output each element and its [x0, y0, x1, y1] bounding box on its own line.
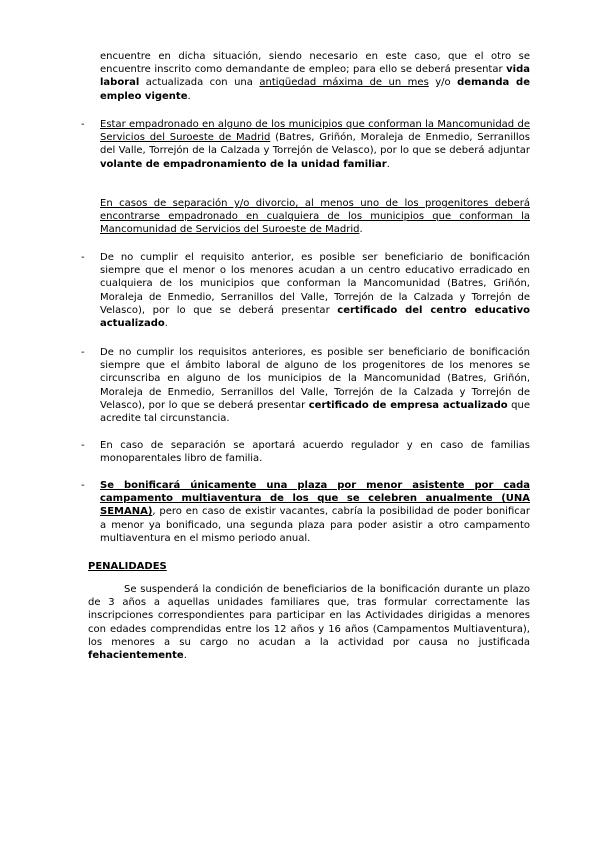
list-item [100, 346, 530, 425]
bold-text: fehacientemente [88, 650, 184, 662]
text-run: , pero en caso de existir vacantes, cabría la posibilidad de poder bonificar a menor ya bonificado, una segunda plaza para poder asistir a otro campamento multiaventura en el mismo periodo anual. [100, 506, 530, 544]
underlined-text: antigüedad máxima de un mes [259, 77, 429, 89]
bold-text: Se bonificará únicamente una plaza por menor asistente por cada campamento multiaventura de los que se celebren anualmente (UNA SEMANA) [100, 480, 530, 518]
text-run: En caso de separación se aportará acuerdo regulador y en caso de familias monoparentales libro de familia. [100, 440, 530, 465]
list-item [100, 118, 530, 171]
underlined-text: En casos de separación y/o divorcio, al menos uno de los progenitores deberá encontrarse empadronado en cualquiera de los municipios que conforman la Mancomunidad de Servicios del Suroeste de Madrid [100, 198, 530, 236]
list-item [100, 439, 530, 465]
list-item [100, 251, 530, 330]
list-bullet: - [81, 119, 85, 130]
bold-text: demanda de empleo vigente [100, 77, 530, 102]
list-bullet: - [81, 440, 85, 451]
text-run: . [187, 90, 191, 102]
text-run: . [183, 650, 187, 662]
list-bullet: - [81, 347, 85, 358]
text-run: encuentre en dicha situación, siendo necesario en este caso, que el otro se encuentre inscrito como demandante de empleo; para ello se deberá presentar [100, 51, 530, 76]
text-run: . [386, 158, 390, 170]
list-item [100, 479, 530, 545]
text-run: De no cumplir el requisito anterior, es posible ser beneficiario de bonificación siempre que el menor o los menores acudan a un centro educativo erradicado en cualquiera de los municipios que conforman la Mancomunidad (Batres, Griñón, Moraleja de Enmedio, Serranillos del Valle, Torrejón de la Calzada y Torrejón de Velasco), por lo que se deberá presentar [100, 252, 530, 316]
bold-text: certificado de empresa actualizado [308, 399, 508, 411]
underlined-text: Estar empadronado en alguno de los municipios que conforman la Mancomunidad de Servicios del Suroeste de Madrid [100, 119, 530, 144]
bold-text: volante de empadronamiento de la unidad familiar [100, 158, 387, 170]
text-run: actualizada con una [139, 77, 260, 89]
paragraph [100, 197, 530, 237]
text-run: y/o [428, 77, 458, 89]
text-run: . [164, 318, 168, 330]
paragraph [100, 50, 530, 103]
bold-text: certificado del centro educativo actualizado [100, 304, 530, 330]
bold-text: vida laboral [100, 64, 530, 89]
text-run: (Batres, Griñón, Moraleja de Enmedio, Serranillos del Valle, Torrejón de la Calzada y Torrejón de Velasco), por lo que se deberá adjuntar [100, 132, 530, 157]
text-run: que acredite tal circunstancia. [100, 399, 530, 425]
list-bullet: - [81, 480, 85, 491]
section-heading-penalidades: PENALIDADES [88, 561, 167, 572]
text-run: Se suspenderá la condición de beneficiarios de la bonificación durante un plazo de 3 años a aquellas unidades familiares que, tras formular correctamente las inscripciones correspondientes para participar en las Actividades dirigidas a menores con edades comprendidas entre los 12 años y 16 años (Campamentos Multiaventura), los menores a su cargo no acudan a la actividad por causa no justificada [88, 584, 530, 648]
text-run: . [359, 224, 363, 236]
penalidades-paragraph [88, 583, 530, 662]
list-bullet: - [81, 252, 85, 263]
text-run: De no cumplir los requisitos anteriores, es posible ser beneficiario de bonificación siempre que el ámbito laboral de alguno de los progenitores de los menores se circunscriba en alguno de los municipios de la Mancomunidad (Batres, Griñón, Moraleja de Enmedio, Serranillos del Valle, Torrejón de la Calzada y Torrejón de Velasco), por lo que se deberá presentar [100, 347, 530, 411]
